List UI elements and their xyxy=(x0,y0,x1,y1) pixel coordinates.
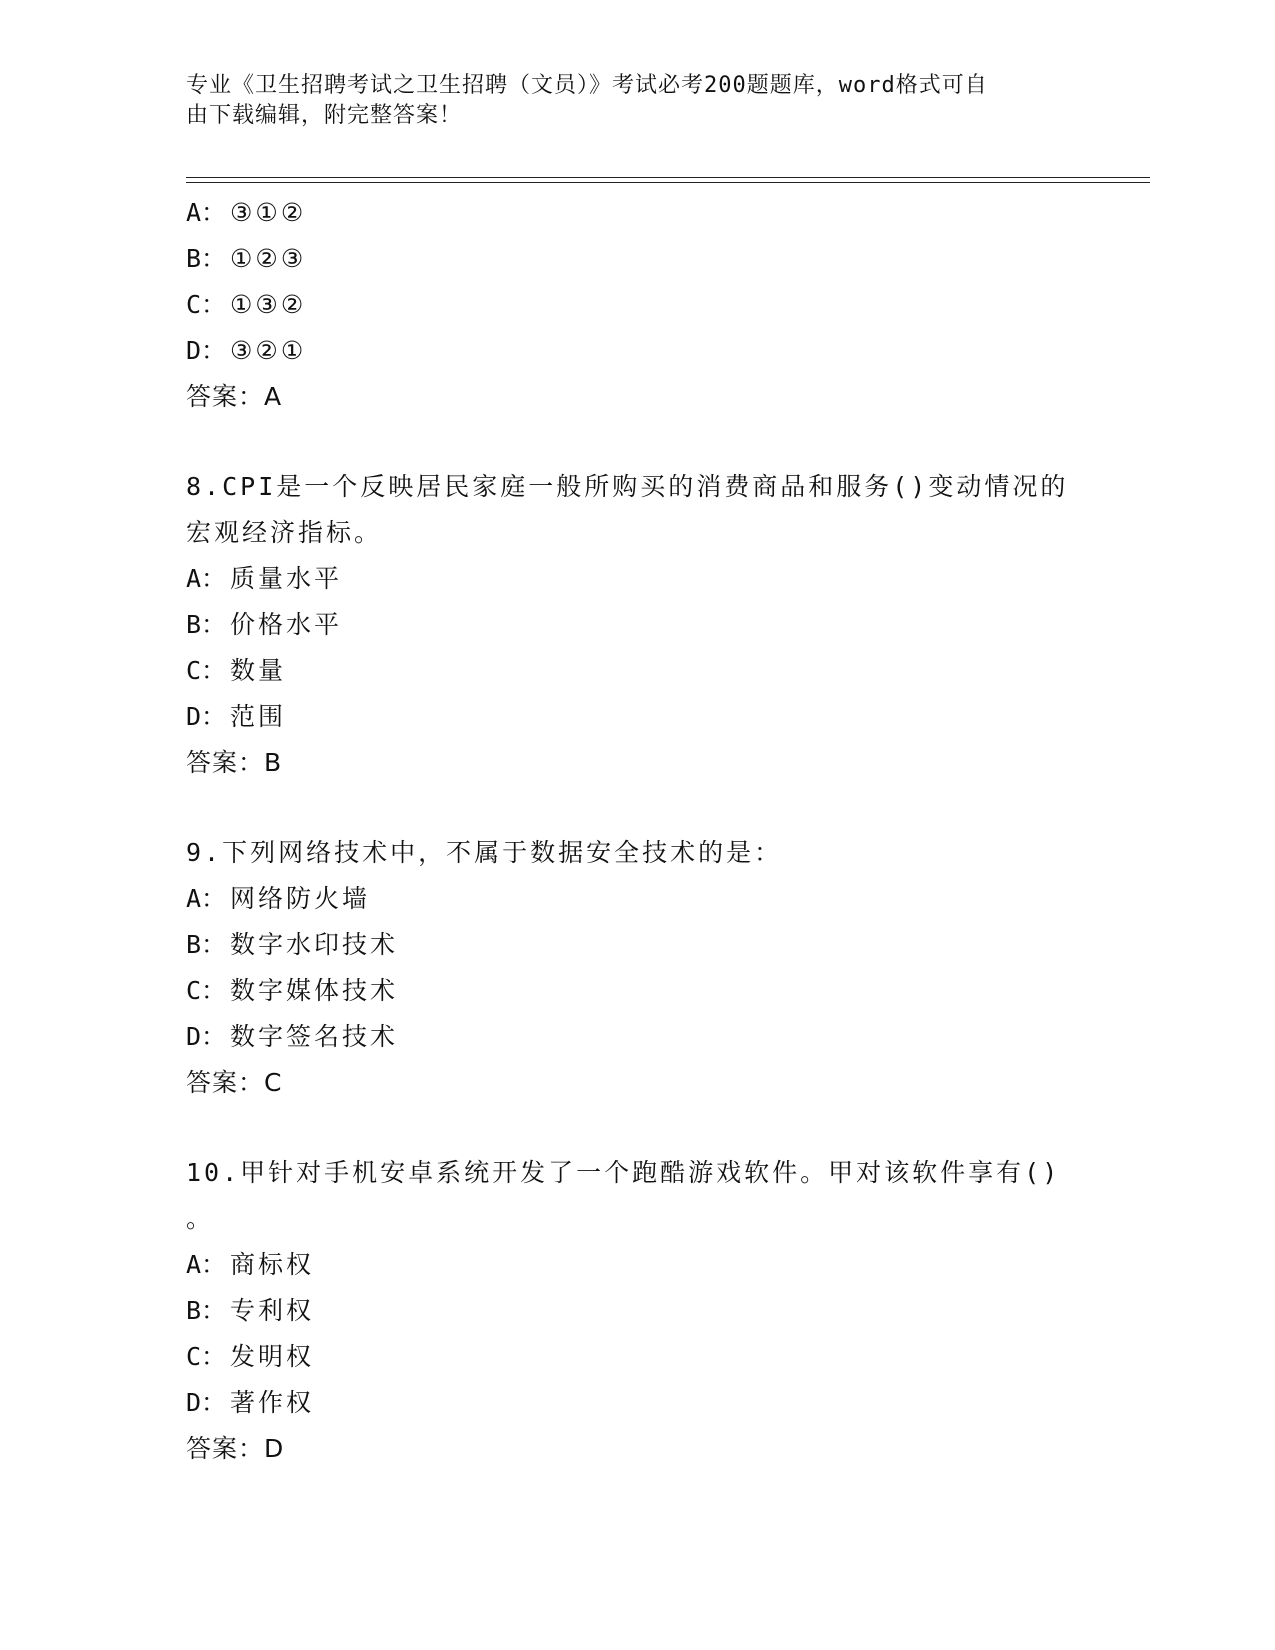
option-text: 商标权 xyxy=(230,1250,315,1279)
option-label: B： xyxy=(186,244,227,273)
header-divider-top xyxy=(186,177,1150,178)
option-c xyxy=(186,968,1086,1014)
option-label: C： xyxy=(186,290,227,319)
question-block-7 xyxy=(186,190,1086,420)
option-c xyxy=(186,1334,1086,1380)
option-label: B： xyxy=(186,610,227,639)
option-d xyxy=(186,1014,1086,1060)
spacer xyxy=(186,1106,1086,1150)
spacer xyxy=(186,420,1086,464)
question-list xyxy=(186,190,1086,1472)
answer-line: 答案：D xyxy=(186,1434,285,1463)
option-text: 范围 xyxy=(230,702,287,731)
option-text: 数字签名技术 xyxy=(230,1022,399,1051)
document-header xyxy=(186,71,1086,131)
option-text: 质量水平 xyxy=(230,564,343,593)
option-label: C： xyxy=(186,976,227,1005)
option-a xyxy=(186,190,1086,236)
spacer xyxy=(186,786,1086,830)
option-label: D： xyxy=(186,1388,227,1417)
question-text-line-2: 。 xyxy=(186,1204,215,1233)
answer-line: 答案：B xyxy=(186,748,283,777)
option-c xyxy=(186,282,1086,328)
option-text: ①③② xyxy=(230,290,307,319)
option-label: D： xyxy=(186,1022,227,1051)
answer-line: 答案：A xyxy=(186,382,283,411)
option-label: A： xyxy=(186,884,227,913)
option-text: 数字水印技术 xyxy=(230,930,399,959)
option-d xyxy=(186,694,1086,740)
option-label: C： xyxy=(186,1342,227,1371)
option-text: 网络防火墙 xyxy=(230,884,371,913)
option-text: ①②③ xyxy=(230,244,307,273)
question-text-line-1: 10.甲针对手机安卓系统开发了一个跑酷游戏软件。甲对该软件享有() xyxy=(186,1158,1061,1187)
option-c xyxy=(186,648,1086,694)
option-text: 数量 xyxy=(230,656,287,685)
question-text-line-2: 宏观经济指标。 xyxy=(186,518,383,547)
option-text: 价格水平 xyxy=(230,610,343,639)
option-b xyxy=(186,922,1086,968)
option-d xyxy=(186,328,1086,374)
option-label: B： xyxy=(186,1296,227,1325)
question-text-line-1: 8.CPI是一个反映居民家庭一般所购买的消费商品和服务()变动情况的 xyxy=(186,472,1069,501)
option-a xyxy=(186,876,1086,922)
option-label: D： xyxy=(186,702,227,731)
option-a xyxy=(186,1242,1086,1288)
option-text: 发明权 xyxy=(230,1342,315,1371)
option-text: ③①② xyxy=(230,198,307,227)
question-block-8 xyxy=(186,464,1086,786)
option-label: A： xyxy=(186,198,227,227)
option-d xyxy=(186,1380,1086,1426)
question-block-10 xyxy=(186,1150,1086,1472)
option-label: C： xyxy=(186,656,227,685)
option-text: 著作权 xyxy=(230,1388,315,1417)
option-text: ③②① xyxy=(230,336,307,365)
header-line-2: 由下载编辑，附完整答案！ xyxy=(186,103,463,128)
header-divider-bottom xyxy=(186,182,1150,183)
option-label: B： xyxy=(186,930,227,959)
option-label: A： xyxy=(186,1250,227,1279)
option-b xyxy=(186,236,1086,282)
answer-line: 答案：C xyxy=(186,1068,283,1097)
option-text: 数字媒体技术 xyxy=(230,976,399,1005)
question-block-9 xyxy=(186,830,1086,1106)
option-a xyxy=(186,556,1086,602)
option-b xyxy=(186,602,1086,648)
option-label: D： xyxy=(186,336,227,365)
question-text-line-1: 9.下列网络技术中，不属于数据安全技术的是： xyxy=(186,838,783,867)
option-b xyxy=(186,1288,1086,1334)
option-label: A： xyxy=(186,564,227,593)
option-text: 专利权 xyxy=(230,1296,315,1325)
header-line-1: 专业《卫生招聘考试之卫生招聘（文员）》考试必考200题题库，word格式可自 xyxy=(186,73,988,98)
